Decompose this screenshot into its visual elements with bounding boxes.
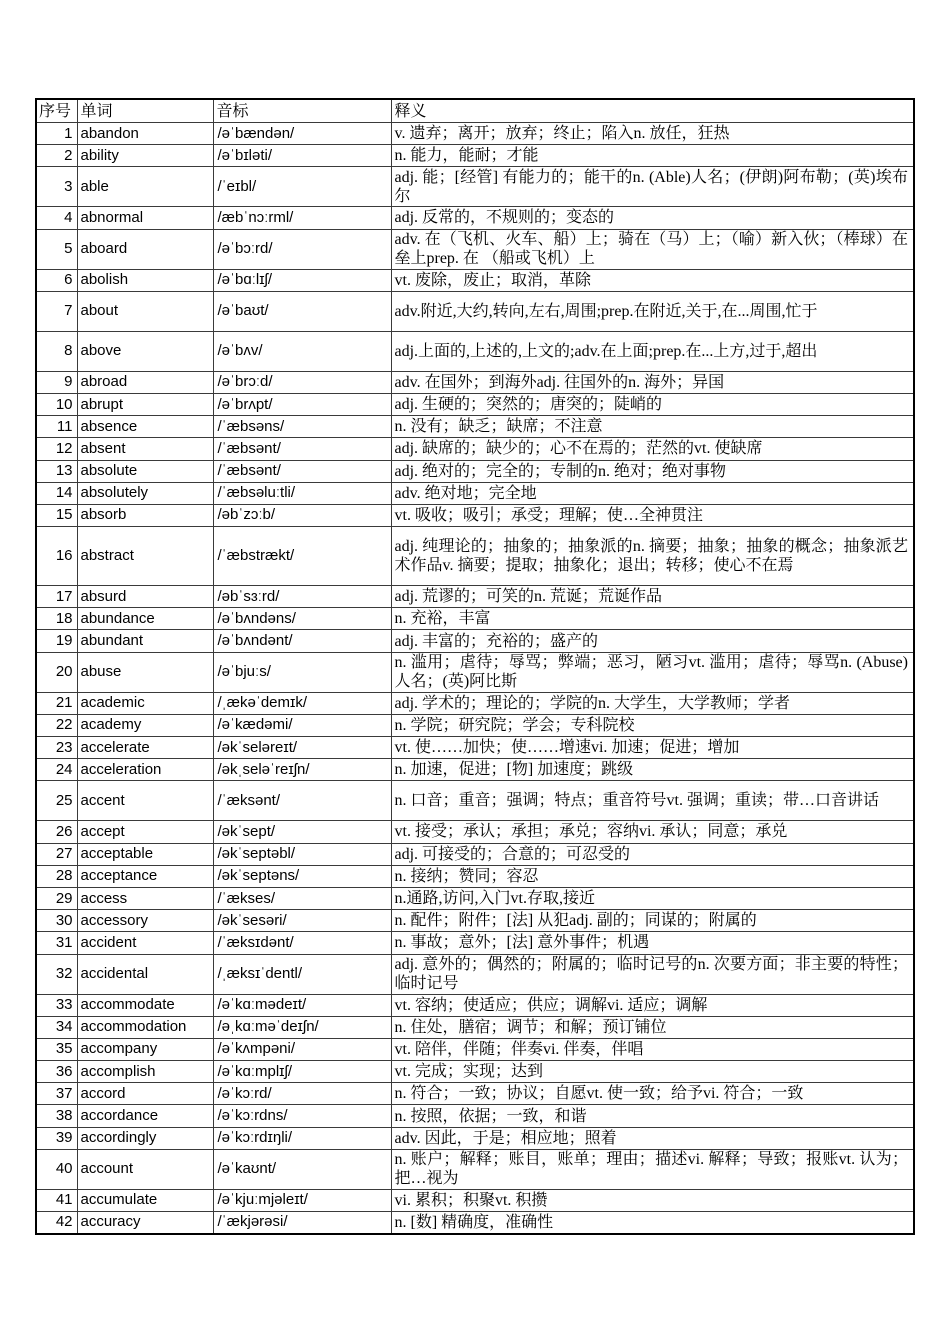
table-header: [36, 99, 914, 123]
definition-cell: n.通路,访问,入门vt.存取,接近: [391, 887, 914, 909]
word-cell: accord: [77, 1083, 213, 1105]
header-definition: 释义: [391, 99, 914, 123]
row-index-cell: 7: [36, 291, 77, 331]
definition-cell: adj. 能；[经管] 有能力的；能干的n. (Able)人名；(伊朗)阿布勒；(英)埃布尔: [391, 167, 914, 207]
phonetic-cell: /əˈkɔːrd/: [213, 1083, 391, 1105]
word-cell: academic: [77, 692, 213, 714]
row-index-cell: 10: [36, 393, 77, 415]
word-cell: abandon: [77, 123, 213, 145]
word-cell: about: [77, 291, 213, 331]
row-index-cell: 32: [36, 954, 77, 994]
row-index-cell: 22: [36, 714, 77, 736]
row-index-cell: 8: [36, 331, 77, 371]
definition-cell: adj. 丰富的；充裕的；盛产的: [391, 630, 914, 652]
word-cell: abroad: [77, 371, 213, 393]
table-row: [36, 504, 914, 526]
definition-cell: n. 滥用；虐待；辱骂；弊端；恶习，陋习vt. 滥用；虐待；辱骂n. (Abuse)人名；(英)阿比斯: [391, 652, 914, 692]
row-index-cell: 35: [36, 1038, 77, 1060]
word-cell: absurd: [77, 586, 213, 608]
phonetic-cell: /ˈæbsənt/: [213, 438, 391, 460]
table-row: [36, 371, 914, 393]
table-row: [36, 887, 914, 909]
definition-cell: n. 账户；解释；账目，账单；理由；描述vi. 解释；导致；报账vt. 认为；把…视为: [391, 1149, 914, 1189]
table-body: [36, 123, 914, 1234]
definition-cell: vt. 吸收；吸引；承受；理解；使…全神贯注: [391, 504, 914, 526]
word-cell: accompany: [77, 1038, 213, 1060]
word-cell: able: [77, 167, 213, 207]
row-index-cell: 36: [36, 1061, 77, 1083]
word-cell: abundant: [77, 630, 213, 652]
word-cell: accomplish: [77, 1061, 213, 1083]
table-row: [36, 1105, 914, 1127]
word-cell: abstract: [77, 527, 213, 586]
phonetic-cell: /ˈæbsəluːtli/: [213, 482, 391, 504]
phonetic-cell: /əˈbʌndəns/: [213, 608, 391, 630]
definition-cell: adj. 纯理论的；抽象的；抽象派的n. 摘要；抽象；抽象的概念；抽象派艺术作品v. 摘要；提取；抽象化；退出；转移；使心不在焉: [391, 527, 914, 586]
phonetic-cell: /əˈkɔːrdns/: [213, 1105, 391, 1127]
phonetic-cell: /ˌækəˈdemɪk/: [213, 692, 391, 714]
row-index-cell: 21: [36, 692, 77, 714]
table-row: [36, 932, 914, 954]
table-row: [36, 781, 914, 821]
definition-cell: adj. 学术的；理论的；学院的n. 大学生，大学教师；学者: [391, 692, 914, 714]
row-index-cell: 3: [36, 167, 77, 207]
word-cell: aboard: [77, 229, 213, 269]
table-row: [36, 737, 914, 759]
table-row: [36, 145, 914, 167]
definition-cell: n. 充裕，丰富: [391, 608, 914, 630]
word-cell: absorb: [77, 504, 213, 526]
word-cell: absence: [77, 416, 213, 438]
definition-cell: vt. 完成；实现；达到: [391, 1061, 914, 1083]
row-index-cell: 34: [36, 1016, 77, 1038]
definition-cell: adj. 荒谬的；可笑的n. 荒诞；荒诞作品: [391, 586, 914, 608]
word-cell: acceptance: [77, 865, 213, 887]
word-cell: absent: [77, 438, 213, 460]
phonetic-cell: /əˈkædəmi/: [213, 714, 391, 736]
row-index-cell: 20: [36, 652, 77, 692]
definition-cell: n. 学院；研究院；学会；专科院校: [391, 714, 914, 736]
definition-cell: adj. 反常的，不规则的；变态的: [391, 207, 914, 229]
row-index-cell: 1: [36, 123, 77, 145]
phonetic-cell: /ˈæksɪdənt/: [213, 932, 391, 954]
row-index-cell: 24: [36, 759, 77, 781]
phonetic-cell: /ˌæksɪˈdentl/: [213, 954, 391, 994]
word-cell: accuracy: [77, 1212, 213, 1234]
row-index-cell: 28: [36, 865, 77, 887]
table-row: [36, 1212, 914, 1234]
phonetic-cell: /ˈæksənt/: [213, 781, 391, 821]
word-cell: accommodate: [77, 994, 213, 1016]
table-row: [36, 865, 914, 887]
row-index-cell: 29: [36, 887, 77, 909]
definition-cell: n. 口音；重音；强调；特点；重音符号vt. 强调；重读；带…口音讲话: [391, 781, 914, 821]
definition-cell: adj. 绝对的；完全的；专制的n. 绝对；绝对事物: [391, 460, 914, 482]
definition-cell: n. 没有；缺乏；缺席；不注意: [391, 416, 914, 438]
phonetic-cell: /əˈkɑːmədeɪt/: [213, 994, 391, 1016]
row-index-cell: 38: [36, 1105, 77, 1127]
definition-cell: vi. 累积；积聚vt. 积攒: [391, 1189, 914, 1211]
word-cell: abnormal: [77, 207, 213, 229]
word-cell: accommodation: [77, 1016, 213, 1038]
row-index-cell: 5: [36, 229, 77, 269]
word-cell: abuse: [77, 652, 213, 692]
phonetic-cell: /əkˈsept/: [213, 821, 391, 843]
row-index-cell: 37: [36, 1083, 77, 1105]
header-word: 单词: [77, 99, 213, 123]
table-row: [36, 460, 914, 482]
row-index-cell: 12: [36, 438, 77, 460]
table-row: [36, 608, 914, 630]
definition-cell: n. 能力，能耐；才能: [391, 145, 914, 167]
word-cell: ability: [77, 145, 213, 167]
phonetic-cell: /əˈbʌndənt/: [213, 630, 391, 652]
table-row: [36, 1083, 914, 1105]
table-row: [36, 123, 914, 145]
definition-cell: vt. 使……加快；使……增速vi. 加速；促进；增加: [391, 737, 914, 759]
phonetic-cell: /ˈeɪbl/: [213, 167, 391, 207]
phonetic-cell: /əkˈseləreɪt/: [213, 737, 391, 759]
table-row: [36, 910, 914, 932]
definition-cell: adj. 缺席的；缺少的；心不在焉的；茫然的vt. 使缺席: [391, 438, 914, 460]
row-index-cell: 13: [36, 460, 77, 482]
row-index-cell: 14: [36, 482, 77, 504]
word-cell: abolish: [77, 269, 213, 291]
definition-cell: adv. 在国外；到海外adj. 往国外的n. 海外；异国: [391, 371, 914, 393]
row-index-cell: 42: [36, 1212, 77, 1234]
table-row: [36, 821, 914, 843]
phonetic-cell: /ˈæbsənt/: [213, 460, 391, 482]
definition-cell: adv. 因此，于是；相应地；照着: [391, 1127, 914, 1149]
definition-cell: n. 加速，促进；[物] 加速度；跳级: [391, 759, 914, 781]
word-cell: accept: [77, 821, 213, 843]
definition-cell: vt. 容纳；使适应；供应；调解vi. 适应；调解: [391, 994, 914, 1016]
phonetic-cell: /əˈbʌv/: [213, 331, 391, 371]
word-cell: accordance: [77, 1105, 213, 1127]
phonetic-cell: /əˈbjuːs/: [213, 652, 391, 692]
table-row: [36, 954, 914, 994]
definition-cell: n. [数] 精确度，准确性: [391, 1212, 914, 1234]
row-index-cell: 16: [36, 527, 77, 586]
phonetic-cell: /əˈbændən/: [213, 123, 391, 145]
document-page: [35, 98, 913, 1235]
phonetic-cell: /əˈkɑːmplɪʃ/: [213, 1061, 391, 1083]
row-index-cell: 27: [36, 843, 77, 865]
phonetic-cell: /əˈbɑːlɪʃ/: [213, 269, 391, 291]
definition-cell: vt. 废除，废止；取消，革除: [391, 269, 914, 291]
phonetic-cell: /ˈæbsəns/: [213, 416, 391, 438]
phonetic-cell: /əˈbɪləti/: [213, 145, 391, 167]
row-index-cell: 26: [36, 821, 77, 843]
word-cell: access: [77, 887, 213, 909]
phonetic-cell: /əkˈsesəri/: [213, 910, 391, 932]
definition-cell: adj. 可接受的；合意的；可忍受的: [391, 843, 914, 865]
definition-cell: adv. 在（飞机、火车、船）上；骑在（马）上；（喻）新入伙；（棒球）在垒上prep. 在 （船或飞机）上: [391, 229, 914, 269]
table-row: [36, 759, 914, 781]
word-cell: accessory: [77, 910, 213, 932]
phonetic-cell: /əˈbrʌpt/: [213, 393, 391, 415]
word-cell: accidental: [77, 954, 213, 994]
phonetic-cell: /əˈkɔːrdɪŋli/: [213, 1127, 391, 1149]
row-index-cell: 2: [36, 145, 77, 167]
table-row: [36, 527, 914, 586]
word-cell: accumulate: [77, 1189, 213, 1211]
table-row: [36, 1189, 914, 1211]
table-row: [36, 438, 914, 460]
definition-cell: adj. 生硬的；突然的；唐突的；陡峭的: [391, 393, 914, 415]
table-row: [36, 1038, 914, 1060]
phonetic-cell: /əkˌseləˈreɪʃn/: [213, 759, 391, 781]
word-cell: absolute: [77, 460, 213, 482]
definition-cell: vt. 陪伴，伴随；伴奏vi. 伴奏，伴唱: [391, 1038, 914, 1060]
definition-cell: n. 符合；一致；协议；自愿vt. 使一致；给予vi. 符合；一致: [391, 1083, 914, 1105]
word-cell: accordingly: [77, 1127, 213, 1149]
table-row: [36, 994, 914, 1016]
phonetic-cell: /ˈækjərəsi/: [213, 1212, 391, 1234]
definition-cell: adj.上面的,上述的,上文的;adv.在上面;prep.在...上方,过于,超出: [391, 331, 914, 371]
word-cell: acceleration: [77, 759, 213, 781]
word-cell: accident: [77, 932, 213, 954]
phonetic-cell: /əkˈseptəns/: [213, 865, 391, 887]
word-cell: acceptable: [77, 843, 213, 865]
row-index-cell: 40: [36, 1149, 77, 1189]
word-cell: academy: [77, 714, 213, 736]
row-index-cell: 11: [36, 416, 77, 438]
table-row: [36, 652, 914, 692]
table-row: [36, 1061, 914, 1083]
row-index-cell: 17: [36, 586, 77, 608]
row-index-cell: 39: [36, 1127, 77, 1149]
table-row: [36, 692, 914, 714]
header-row: [36, 99, 914, 123]
word-cell: account: [77, 1149, 213, 1189]
phonetic-cell: /əkˈseptəbl/: [213, 843, 391, 865]
table-row: [36, 586, 914, 608]
word-cell: absolutely: [77, 482, 213, 504]
phonetic-cell: /əˈkjuːmjəleɪt/: [213, 1189, 391, 1211]
definition-cell: n. 事故；意外；[法] 意外事件；机遇: [391, 932, 914, 954]
row-index-cell: 15: [36, 504, 77, 526]
definition-cell: v. 遗弃；离开；放弃；终止；陷入n. 放任，狂热: [391, 123, 914, 145]
phonetic-cell: /əˈkʌmpəni/: [213, 1038, 391, 1060]
header-index: 序号: [36, 99, 77, 123]
phonetic-cell: /ˈæbstrækt/: [213, 527, 391, 586]
definition-cell: n. 配件；附件；[法] 从犯adj. 副的；同谋的；附属的: [391, 910, 914, 932]
word-cell: above: [77, 331, 213, 371]
word-cell: abrupt: [77, 393, 213, 415]
phonetic-cell: /əˈbɔːrd/: [213, 229, 391, 269]
table-row: [36, 1149, 914, 1189]
table-row: [36, 331, 914, 371]
row-index-cell: 30: [36, 910, 77, 932]
definition-cell: adj. 意外的；偶然的；附属的；临时记号的n. 次要方面；非主要的特性；临时记号: [391, 954, 914, 994]
row-index-cell: 19: [36, 630, 77, 652]
phonetic-cell: /æbˈnɔːrml/: [213, 207, 391, 229]
table-row: [36, 269, 914, 291]
table-row: [36, 207, 914, 229]
definition-cell: vt. 接受；承认；承担；承兑；容纳vi. 承认；同意；承兑: [391, 821, 914, 843]
row-index-cell: 31: [36, 932, 77, 954]
row-index-cell: 23: [36, 737, 77, 759]
phonetic-cell: /əbˈzɔːb/: [213, 504, 391, 526]
definition-cell: n. 接纳；赞同；容忍: [391, 865, 914, 887]
table-row: [36, 630, 914, 652]
row-index-cell: 41: [36, 1189, 77, 1211]
table-row: [36, 1016, 914, 1038]
definition-cell: adv.附近,大约,转向,左右,周围;prep.在附近,关于,在...周围,忙于: [391, 291, 914, 331]
table-row: [36, 1127, 914, 1149]
phonetic-cell: /əˈbaʊt/: [213, 291, 391, 331]
phonetic-cell: /əˌkɑːməˈdeɪʃn/: [213, 1016, 391, 1038]
definition-cell: adv. 绝对地；完全地: [391, 482, 914, 504]
phonetic-cell: /əˈbrɔːd/: [213, 371, 391, 393]
row-index-cell: 9: [36, 371, 77, 393]
vocabulary-table: [35, 98, 915, 1235]
table-row: [36, 393, 914, 415]
word-cell: abundance: [77, 608, 213, 630]
row-index-cell: 25: [36, 781, 77, 821]
word-cell: accent: [77, 781, 213, 821]
table-row: [36, 482, 914, 504]
table-row: [36, 291, 914, 331]
definition-cell: n. 按照，依据；一致，和谐: [391, 1105, 914, 1127]
table-row: [36, 843, 914, 865]
row-index-cell: 6: [36, 269, 77, 291]
row-index-cell: 33: [36, 994, 77, 1016]
header-phonetic: 音标: [213, 99, 391, 123]
table-row: [36, 167, 914, 207]
definition-cell: n. 住处，膳宿；调节；和解；预订铺位: [391, 1016, 914, 1038]
word-cell: accelerate: [77, 737, 213, 759]
row-index-cell: 18: [36, 608, 77, 630]
table-row: [36, 416, 914, 438]
phonetic-cell: /ˈækses/: [213, 887, 391, 909]
table-row: [36, 714, 914, 736]
row-index-cell: 4: [36, 207, 77, 229]
table-row: [36, 229, 914, 269]
phonetic-cell: /əˈkaʊnt/: [213, 1149, 391, 1189]
phonetic-cell: /əbˈsɜːrd/: [213, 586, 391, 608]
